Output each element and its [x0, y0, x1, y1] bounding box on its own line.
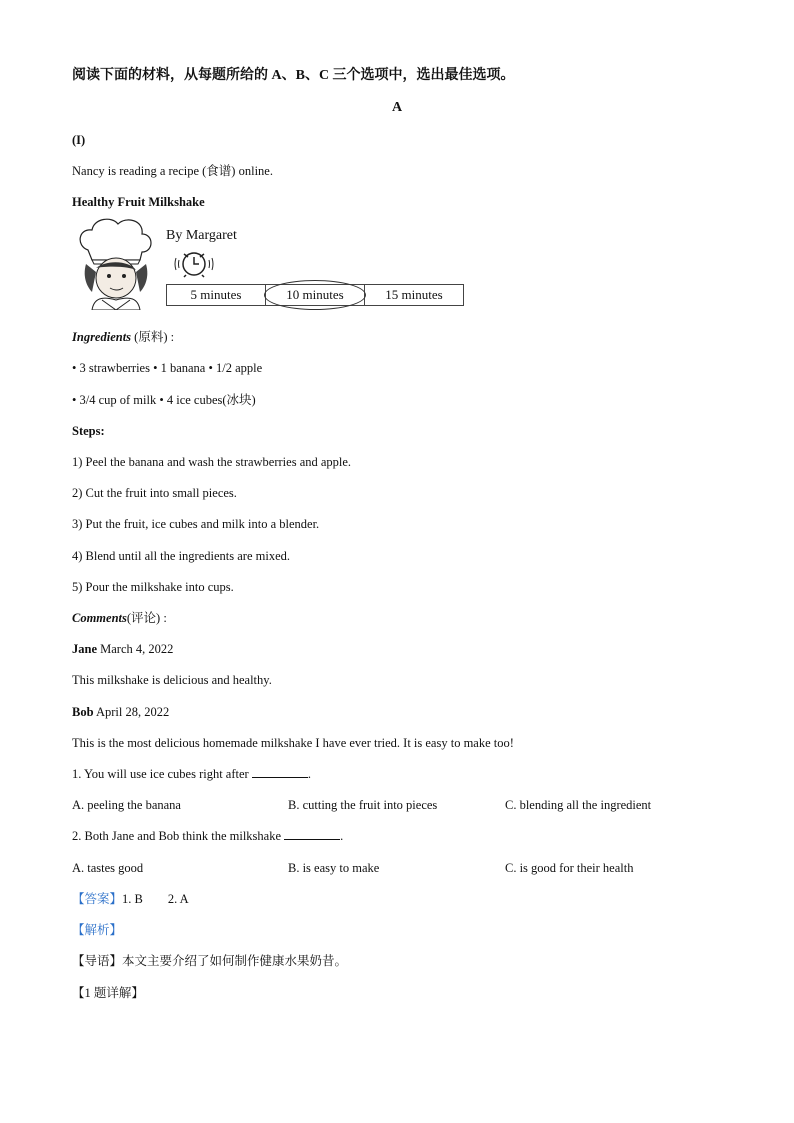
time-option-10-label: 10 minutes	[286, 287, 344, 302]
comments-heading-line	[72, 610, 167, 626]
step-item: 1) Peel the banana and wash the strawberries and apple.	[72, 455, 352, 469]
steps-heading: Steps:	[72, 424, 105, 438]
comments-heading-suffix: (评论) :	[126, 611, 167, 625]
time-option-5: 5 minutes	[167, 285, 266, 305]
question-stem-end: .	[340, 829, 344, 843]
answer-line	[72, 891, 189, 907]
comment-date: April 28, 2022	[95, 705, 170, 719]
alarm-clock-icon	[172, 248, 216, 278]
ingredients-heading: Ingredients	[72, 330, 132, 344]
chef-illustration	[72, 216, 158, 310]
recipe-card	[72, 216, 472, 312]
answer-value: 1. B 2. A	[122, 892, 189, 906]
answer-blank	[252, 766, 308, 778]
step-item: 5) Pour the milkshake into cups.	[72, 580, 234, 594]
question-2-option-a: A. tastes good	[72, 861, 144, 875]
part-label: (I)	[72, 133, 86, 147]
answer-blank	[284, 828, 340, 840]
comment-author: Bob	[72, 705, 94, 719]
comment-header-bob	[72, 704, 169, 720]
guide-tag: 【导语】	[72, 954, 123, 968]
step-item: 3) Put the fruit, ice cubes and milk into a blender.	[72, 517, 320, 531]
question-2-option-c: C. is good for their health	[505, 861, 634, 875]
question-stem-text: 1. You will use ice cubes right after	[72, 767, 252, 781]
section-letter: A	[391, 100, 403, 115]
time-options	[166, 284, 464, 306]
question-1-option-b: B. cutting the fruit into pieces	[288, 798, 438, 812]
answer-tag: 【答案】	[72, 892, 123, 906]
comment-date: March 4, 2022	[100, 642, 174, 656]
question-stem-end: .	[307, 767, 311, 781]
step-item: 2) Cut the fruit into small pieces.	[72, 486, 237, 500]
guide-text: 本文主要介绍了如何制作健康水果奶昔。	[122, 954, 348, 968]
question-2-option-b: B. is easy to make	[288, 861, 380, 875]
question-1-option-a: A. peeling the banana	[72, 798, 181, 812]
ingredients-heading-suffix: (原料) :	[131, 330, 175, 344]
analysis-tag: 【解析】	[72, 923, 123, 937]
ingredients-line-2: • 3/4 cup of milk • 4 ice cubes(冰块)	[72, 393, 256, 407]
ingredients-line-1: • 3 strawberries • 1 banana • 1/2 apple	[72, 361, 263, 375]
question-1-stem	[72, 766, 311, 782]
question-1-option-c: C. blending all the ingredient	[505, 798, 652, 812]
intro-text: Nancy is reading a recipe (食谱) online.	[72, 164, 273, 178]
instruction: 阅读下面的材料，从每题所给的 A、B、C 三个选项中，选出最佳选项。	[72, 68, 515, 83]
selected-time-circle	[264, 280, 366, 310]
guide-line	[72, 953, 347, 969]
comment-author: Jane	[72, 642, 97, 656]
recipe-author: By Margaret	[166, 228, 237, 243]
question-2-stem	[72, 828, 343, 844]
ingredients-heading-line	[72, 329, 174, 345]
comment-text: This is the most delicious homemade milkshake I have ever tried. It is easy to make too!	[72, 736, 514, 750]
comment-text: This milkshake is delicious and healthy.	[72, 673, 272, 687]
time-option-10	[266, 285, 365, 305]
recipe-title: Healthy Fruit Milkshake	[72, 195, 205, 209]
time-option-15: 15 minutes	[385, 287, 443, 302]
comments-heading: Comments	[72, 611, 127, 625]
question-stem-text: 2. Both Jane and Bob think the milkshake	[72, 829, 285, 843]
step-item: 4) Blend until all the ingredients are mixed.	[72, 549, 290, 563]
comment-header-jane	[72, 641, 173, 657]
detail-tag: 【1 题详解】	[72, 986, 144, 1000]
